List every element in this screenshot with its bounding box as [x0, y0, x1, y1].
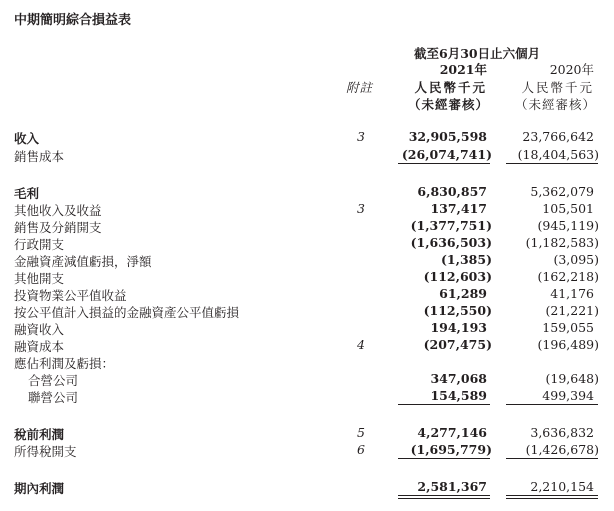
row-note: 3	[357, 201, 365, 216]
value-prior: (18,404,563)	[517, 147, 599, 162]
row-label: 應佔利潤及虧損：	[14, 356, 115, 371]
subtotal-line-prior	[506, 163, 598, 164]
value-current: 347,068	[430, 371, 487, 386]
row-label: 行政開支	[14, 237, 65, 252]
value-current: (1,385)	[441, 252, 492, 267]
value-current: (1,377,751)	[410, 218, 492, 233]
value-current: 32,905,598	[408, 129, 487, 144]
value-prior: (19,648)	[545, 371, 599, 386]
note-column-header: 附註	[346, 80, 374, 95]
total-double-line-current	[398, 495, 490, 499]
row-label: 其他開支	[14, 271, 65, 286]
value-current: 2,581,367	[417, 479, 487, 494]
table-row-cost-of-sales	[0, 147, 614, 164]
subtotal-line-current	[398, 458, 490, 459]
table-row-investment-property-gain	[0, 286, 614, 303]
value-current: (207,475)	[423, 337, 492, 352]
table-row-finance-income	[0, 320, 614, 337]
table-row-share-of-profits	[0, 354, 614, 371]
value-current: (1,695,779)	[410, 442, 492, 457]
row-label: 期內利潤	[14, 481, 65, 496]
row-label: 合營公司	[28, 373, 79, 388]
subtotal-line-current	[398, 404, 490, 405]
unit-current-header: 人民幣千元	[414, 80, 487, 95]
row-label: 融資成本	[14, 339, 65, 354]
row-label: 金融資產減值虧損，淨額	[14, 254, 152, 269]
row-label: 投資物業公平值收益	[14, 288, 127, 303]
table-row-fvtpl-loss	[0, 303, 614, 320]
value-prior: (1,426,678)	[525, 442, 599, 457]
table-row-finance-costs	[0, 337, 614, 354]
audit-current-header: （未經審核）	[407, 97, 489, 112]
value-current: 137,417	[430, 201, 487, 216]
value-prior: (3,095)	[553, 252, 599, 267]
table-row-other-expenses	[0, 269, 614, 286]
value-prior: 23,766,642	[522, 129, 594, 144]
value-prior: (1,182,583)	[525, 235, 599, 250]
value-prior: 2,210,154	[530, 479, 594, 494]
value-prior: (196,489)	[537, 337, 599, 352]
value-current: 194,193	[430, 320, 487, 335]
row-label: 按公平值計入損益的金融資產公平值虧損	[14, 305, 240, 320]
value-current: (112,550)	[423, 303, 492, 318]
table-row-revenue	[0, 129, 614, 146]
value-prior: (945,119)	[537, 218, 599, 233]
value-prior: 41,176	[550, 286, 594, 301]
row-note: 3	[357, 129, 365, 144]
row-label: 銷售成本	[14, 149, 65, 164]
total-double-line-prior	[506, 495, 598, 499]
row-note: 6	[357, 442, 365, 457]
year-prior-header: 2020年	[549, 62, 594, 77]
table-row-admin-expenses	[0, 235, 614, 252]
audit-prior-header: （未經審核）	[514, 97, 596, 112]
value-current: 6,830,857	[417, 184, 487, 199]
subtotal-line-prior	[506, 458, 598, 459]
year-current-header: 2021年	[439, 62, 487, 77]
value-prior: (21,221)	[545, 303, 599, 318]
value-current: (26,074,741)	[401, 147, 492, 162]
value-prior: 105,501	[542, 201, 594, 216]
table-row-joint-ventures	[0, 371, 614, 388]
value-prior: 499,394	[542, 388, 594, 403]
value-current: 154,589	[430, 388, 487, 403]
value-current: (1,636,503)	[410, 235, 492, 250]
row-label: 所得稅開支	[14, 444, 77, 459]
value-current: 4,277,146	[417, 425, 487, 440]
page-title: 中期簡明綜合損益表	[14, 13, 132, 28]
row-label: 其他收入及收益	[14, 203, 102, 218]
row-note: 5	[357, 425, 365, 440]
table-row-associates	[0, 388, 614, 405]
value-current: (112,603)	[423, 269, 492, 284]
row-label: 稅前利潤	[14, 427, 65, 442]
row-note: 4	[357, 337, 365, 352]
table-row-impairment	[0, 252, 614, 269]
value-current: 61,289	[439, 286, 487, 301]
period-header: 截至6月30日止六個月	[414, 46, 541, 61]
table-row-income-tax	[0, 442, 614, 459]
row-label: 收入	[14, 131, 40, 146]
value-prior: (162,218)	[537, 269, 599, 284]
value-prior: 3,636,832	[530, 425, 594, 440]
value-prior: 5,362,079	[530, 184, 594, 199]
row-label: 融資收入	[14, 322, 65, 337]
subtotal-line-prior	[506, 404, 598, 405]
row-label: 毛利	[14, 186, 40, 201]
value-prior: 159,055	[542, 320, 594, 335]
table-row-selling-expenses	[0, 218, 614, 235]
table-row-other-income	[0, 201, 614, 218]
row-label: 聯營公司	[28, 390, 79, 405]
table-row-profit-for-period	[0, 479, 614, 496]
row-label: 銷售及分銷開支	[14, 220, 102, 235]
table-row-profit-before-tax	[0, 425, 614, 442]
table-row-gross-profit	[0, 184, 614, 201]
subtotal-line-current	[398, 163, 490, 164]
unit-prior-header: 人民幣千元	[521, 80, 594, 95]
